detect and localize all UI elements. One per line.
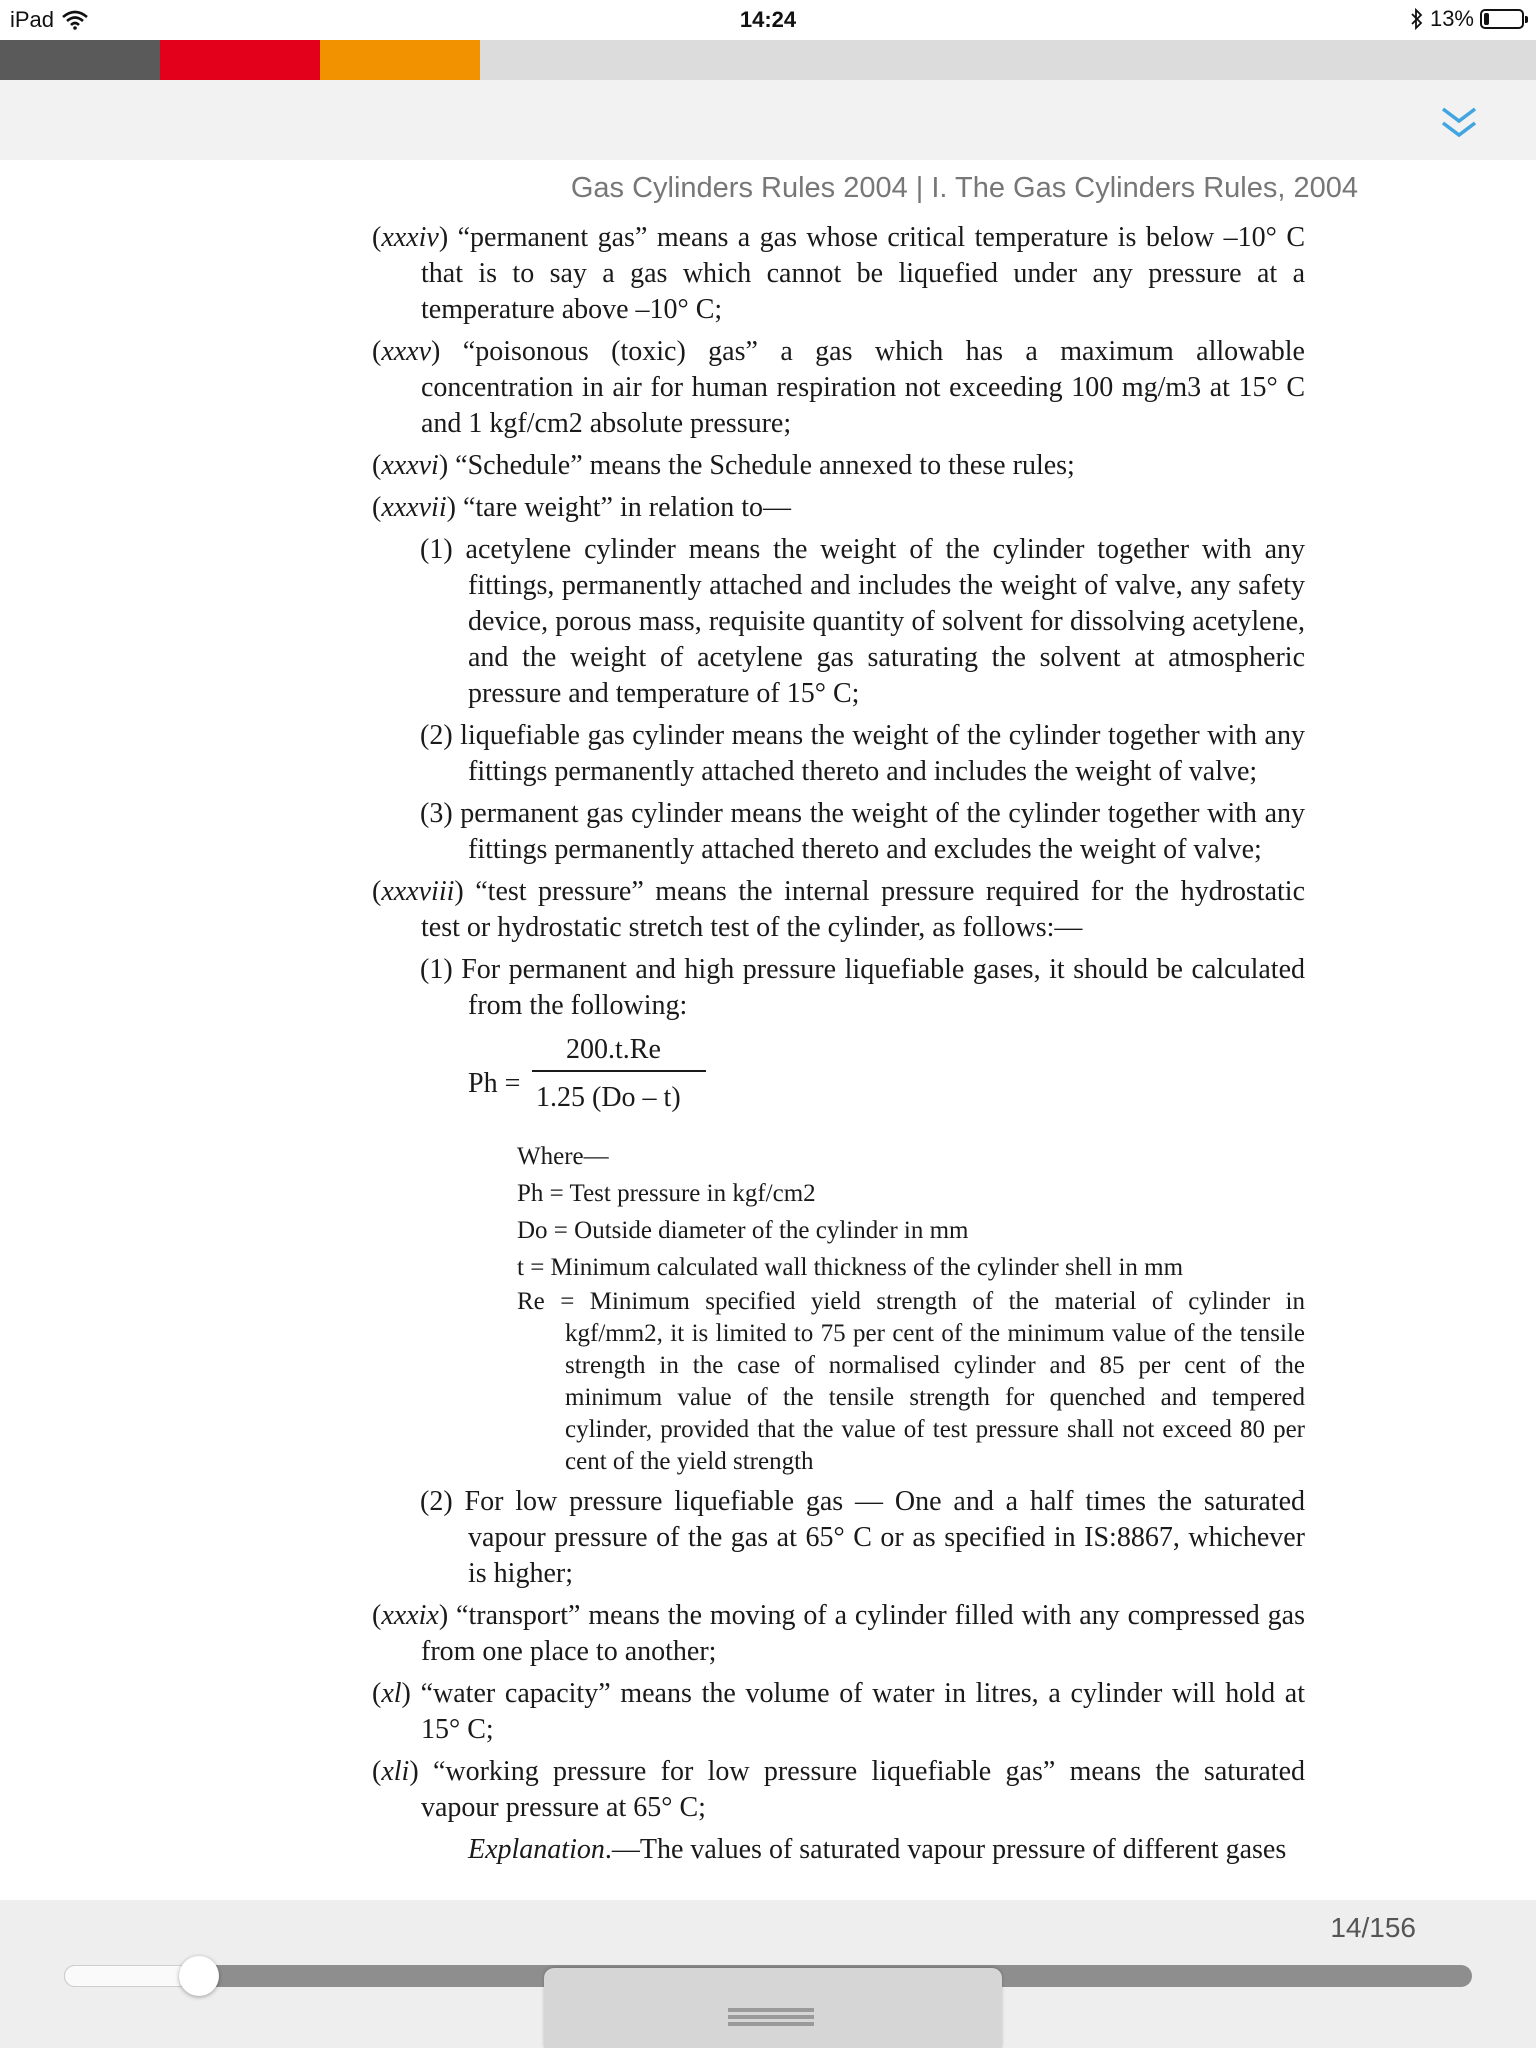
tab-dark[interactable] (0, 40, 160, 80)
clause-xl: (xl) “water capacity” means the volume of water in litres, a cylinder will hold at 15° C; (372, 1678, 1305, 1745)
document-body (372, 220, 1305, 1868)
explanation: Explanation.—The values of saturated vapour pressure of different gases (468, 1834, 1287, 1865)
where-block (517, 1138, 1305, 1478)
formula-numerator: 200.t.Re (566, 1034, 661, 1065)
def-t: t = Minimum calculated wall thickness of the cylinder shell in mm (517, 1254, 1184, 1281)
def-do: Do = Outside diameter of the cylinder in mm (517, 1217, 969, 1244)
formula-lhs: Ph = (468, 1068, 521, 1099)
status-bar (0, 0, 1536, 40)
bluetooth-icon (1410, 8, 1424, 30)
def-ph: Ph = Test pressure in kgf/cm2 (517, 1180, 816, 1207)
chevron-double-down-icon[interactable] (1440, 106, 1478, 140)
fraction-bar (532, 1070, 706, 1072)
toolbar (0, 80, 1536, 160)
clause-xxxvi: (xxxvi) “Schedule” means the Schedule annexed to these rules; (372, 450, 1075, 481)
tab-red[interactable] (160, 40, 320, 80)
grip-icon (728, 2008, 814, 2012)
document-page (0, 160, 1536, 1900)
test-item-1: (1) For permanent and high pressure liquefiable gases, it should be calculated from the following: (420, 954, 1305, 1021)
tab-strip (0, 40, 1536, 80)
test-item-2: (2) For low pressure liquefiable gas — One and a half times the saturated vapour pressure of the gas at 65° C or as specified in IS:8867, whichever is higher; (420, 1486, 1305, 1589)
clause-xxxiv: (xxxiv) “permanent gas” means a gas whose critical temperature is below –10° C that is to say a gas which cannot be liquefied under any pressure at a temperature above –10° C; (372, 222, 1305, 325)
clause-xxxv: (xxxv) “poisonous (toxic) gas” a gas which has a maximum allowable concentration in air for human respiration not exceeding 100 mg/m3 at 15° C and 1 kgf/cm2 absolute pressure; (372, 336, 1305, 439)
running-head: Gas Cylinders Rules 2004 | I. The Gas Cylinders Rules, 2004 (570, 172, 1358, 204)
page-slider-thumb[interactable] (179, 1956, 219, 1996)
battery-icon (1480, 9, 1524, 29)
battery-percent: 13% (1429, 6, 1474, 31)
test-pressure-formula (468, 1030, 1305, 1138)
page-indicator: 14/156 (1330, 1912, 1416, 1943)
device-name: iPad (10, 7, 55, 32)
tare-item-1: (1) acetylene cylinder means the weight of the cylinder together with any fittings, permanently attached and includes the weight of valve, any safety device, porous mass, requisite quantity of solvent for dissolving acetylene, and the weight of acetylene gas saturating the solvent at atmospheric pressure and temperature of 15° C; (420, 534, 1305, 709)
clause-xxxviii: (xxxviii) “test pressure” means the internal pressure required for the hydrostatic test or hydrostatic stretch test of the cylinder, as follows:— (372, 876, 1305, 943)
def-re: Re = Minimum specified yield strength of the material of cylinder in kgf/mm2, it is limited to 75 per cent of the minimum value of the tensile strength in the case of normalised cylinder and 85 per cent of the minimum value of the tensile strength for quenched and tempered cylinder, provided that the value of test pressure shall not exceed 80 per cent of the yield strength (517, 1288, 1305, 1475)
tare-item-2: (2) liquefiable gas cylinder means the weight of the cylinder together with any fittings permanently attached thereto and includes the weight of valve; (420, 720, 1305, 787)
where-label: Where— (517, 1143, 609, 1170)
clause-xxxix: (xxxix) “transport” means the moving of a cylinder filled with any compressed gas from one place to another; (372, 1600, 1305, 1667)
formula-denominator: 1.25 (Do – t) (536, 1082, 681, 1113)
clause-xxxvii: (xxxvii) “tare weight” in relation to— (372, 492, 792, 523)
tab-orange[interactable] (320, 40, 480, 80)
clock: 14:24 (739, 7, 797, 32)
tare-item-3: (3) permanent gas cylinder means the weight of the cylinder together with any fittings permanently attached thereto and excludes the weight of valve; (420, 798, 1305, 865)
drawer-handle[interactable] (544, 1968, 1002, 2048)
clause-xli: (xli) “working pressure for low pressure liquefiable gas” means the saturated vapour pressure at 65° C; (372, 1756, 1305, 1823)
